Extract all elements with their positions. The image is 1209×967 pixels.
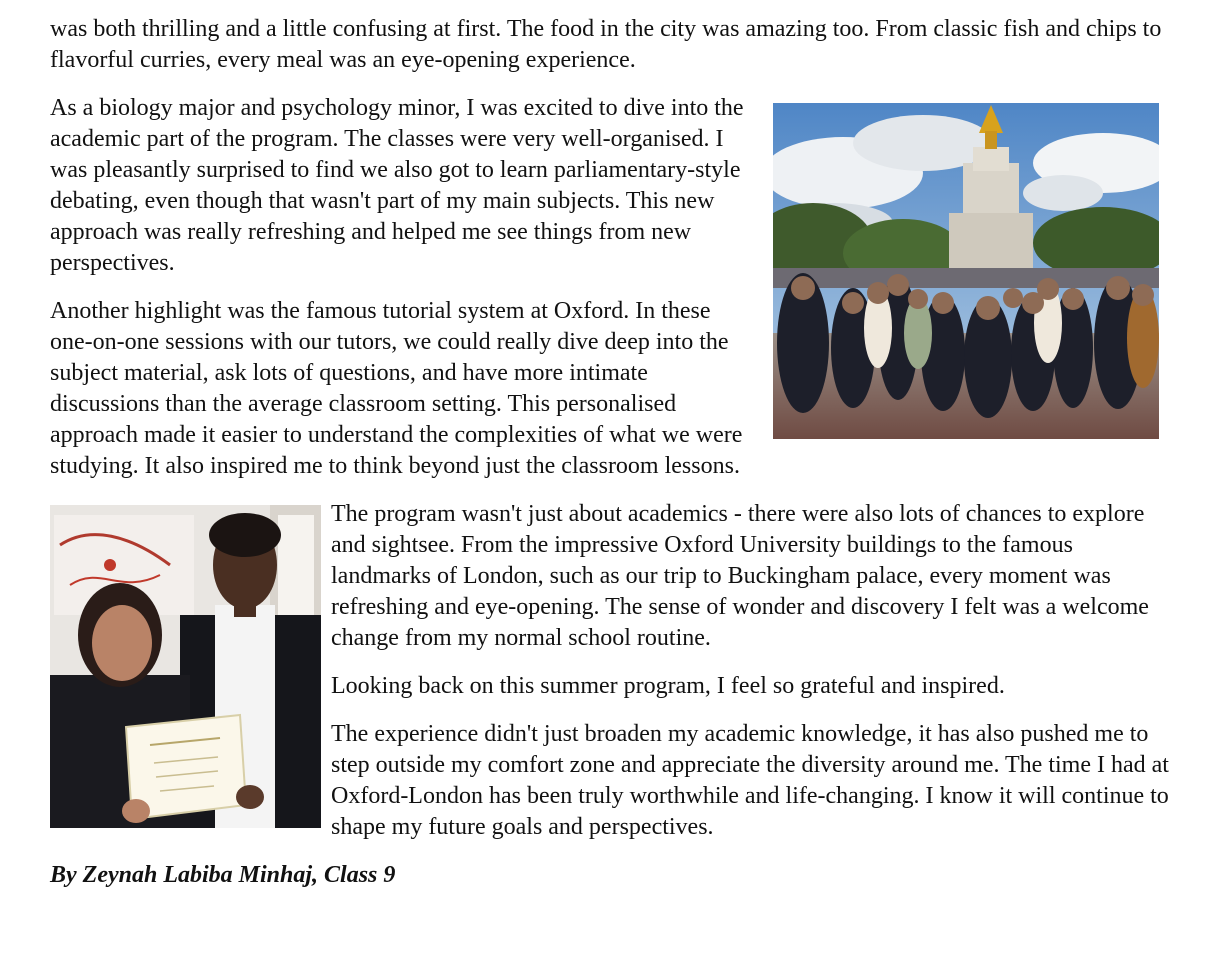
- paragraph-tutorial: Another highlight was the famous tutorial system at Oxford. In these one-on-one sessions with our tutors, we could really dive deep into the subject material, ask lots of questions, and have more intimate discussions than the average classroom setting. This personalised approach made it easier to understand the complexities of what we were studying. It also inspired me to think beyond just the classroom lessons.: [50, 298, 743, 479]
- article: [50, 14, 1170, 908]
- paragraph-sightseeing: The program wasn't just about academics - there were also lots of chances to explore and sightsee. From the impressive Oxford University buildings to the famous landmarks of London, such as our trip to Buckingham palace, every moment was refreshing and eye-opening. The sense of wonder and discovery I felt was a welcome change from my normal school routine.: [331, 501, 1149, 651]
- paragraph-conclusion: The experience didn't just broaden my academic knowledge, it has also pushed me to step outside my comfort zone and appreciate the diversity around me. The time I had at Oxford-London has been truly worthwhile and life-changing. I know it will continue to shape my future goals and perspectives.: [331, 721, 1169, 840]
- paragraph-academics: As a biology major and psychology minor, I was excited to dive into the academic part of the program. The classes were very well-organised. I was pleasantly surprised to find we also got to learn parliamentary-style debating, even though that wasn't part of my main subjects. This new approach was really refreshing and helped me see things from new perspectives.: [50, 95, 744, 276]
- paragraph-reflection: Looking back on this summer program, I feel so grateful and inspired.: [331, 673, 1005, 699]
- certificate-photo: [50, 505, 321, 828]
- group-photo: [773, 103, 1159, 439]
- paragraph-intro: was both thrilling and a little confusing at first. The food in the city was amazing too. From classic fish and chips to flavorful curries, every meal was an eye-opening experience.: [50, 16, 1162, 73]
- author-byline: By Zeynah Labiba Minhaj, Class 9: [50, 862, 396, 888]
